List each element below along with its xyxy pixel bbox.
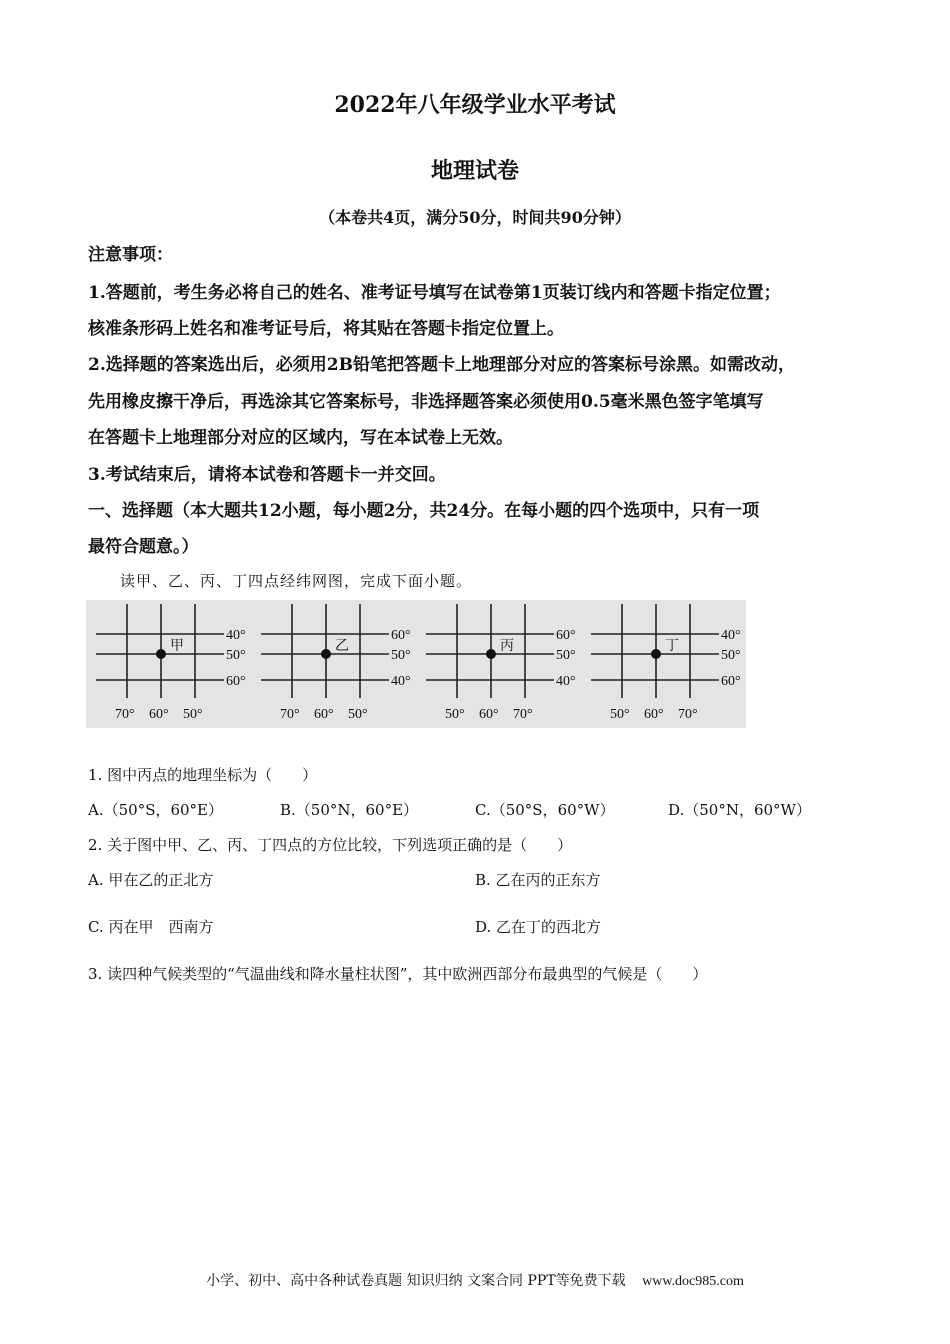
latitude-label: 60° [556, 628, 576, 643]
latitude-label: 50° [556, 648, 576, 663]
latitude-label: 50° [226, 648, 246, 663]
question-1-option-a[interactable]: A.（50°S，60°E） [88, 801, 224, 819]
longitude-label: 60° [479, 707, 499, 722]
longitude-label: 60° [314, 707, 334, 722]
question-1-option-c[interactable]: C.（50°S，60°W） [475, 801, 615, 819]
longitude-label: 50° [348, 707, 368, 722]
longitude-label: 50° [183, 707, 203, 722]
question-1-option-b[interactable]: B.（50°N，60°E） [280, 801, 419, 819]
location-point [321, 649, 331, 659]
question-1-option-d[interactable]: D.（50°N，60°W） [668, 801, 811, 819]
question-1-stem: 1. 图中丙点的地理坐标为（ ） [88, 766, 318, 784]
point-label: 丁 [665, 638, 679, 654]
longitude-label: 70° [280, 707, 300, 722]
location-point [651, 649, 661, 659]
figure-instruction: 读甲、乙、丙、丁四点经纬网图，完成下面小题。 [120, 572, 473, 590]
footer-website: www.doc985.com [642, 1274, 744, 1289]
latitude-label: 50° [391, 648, 411, 663]
notice-heading: 注意事项： [88, 245, 173, 265]
notice-line-6: 3.考试结束后，请将本试卷和答题卡一并交回。 [88, 465, 446, 485]
page-footer [0, 1270, 950, 1290]
location-point [156, 649, 166, 659]
longitude-label: 70° [115, 707, 135, 722]
question-3-stem: 3. 读四种气候类型的“气温曲线和降水量柱状图”，其中欧洲西部分布最典型的气候是（ ） [88, 965, 708, 983]
latitude-label: 40° [391, 674, 411, 689]
point-label: 甲 [170, 638, 184, 654]
latitude-label: 40° [556, 674, 576, 689]
point-label: 丙 [500, 638, 514, 654]
longitude-label: 50° [610, 707, 630, 722]
latitude-label: 40° [226, 628, 246, 643]
question-2-option-c[interactable]: C. 丙在甲 西南方 [88, 918, 214, 936]
exam-info: （本卷共4页，满分50分，时间共90分钟） [319, 208, 631, 227]
longitude-label: 70° [678, 707, 698, 722]
graticule-figure-svg [86, 600, 746, 728]
notice-line-4: 先用橡皮擦干净后，再选涂其它答案标号，非选择题答案必须使用0.5毫米黑色签字笔填写 [88, 392, 764, 412]
question-2-option-b[interactable]: B. 乙在丙的正东方 [475, 871, 601, 889]
subject-title: 地理试卷 [430, 158, 519, 184]
location-point [486, 649, 496, 659]
notice-line-2: 核准条形码上姓名和准考证号后，将其贴在答题卡指定位置上。 [88, 319, 564, 339]
section-heading-line-1: 一、选择题（本大题共12小题，每小题2分，共24分。在每小题的四个选项中，只有一项 [88, 501, 760, 521]
footer-slogan: 小学、初中、高中各种试卷真题 知识归纳 文案合同 PPT等免费下载 [206, 1273, 626, 1289]
latitude-label: 40° [721, 628, 741, 643]
latitude-label: 50° [721, 648, 741, 663]
longitude-label: 70° [513, 707, 533, 722]
latitude-label: 60° [391, 628, 411, 643]
latitude-label: 60° [721, 674, 741, 689]
notice-line-3: 2.选择题的答案选出后，必须用2B铅笔把答题卡上地理部分对应的答案标号涂黑。如需改动， [88, 355, 795, 375]
question-2-option-d[interactable]: D. 乙在丁的西北方 [475, 918, 602, 936]
question-2-stem: 2. 关于图中甲、乙、丙、丁四点的方位比较，下列选项正确的是（ ） [88, 836, 573, 854]
latitude-label: 60° [226, 674, 246, 689]
longitude-label: 60° [149, 707, 169, 722]
graticule-figure [86, 600, 746, 728]
exam-title: 2022年八年级学业水平考试 [334, 92, 616, 118]
notice-line-5: 在答题卡上地理部分对应的区域内，写在本试卷上无效。 [88, 428, 513, 448]
point-label: 乙 [335, 638, 349, 654]
longitude-label: 60° [644, 707, 664, 722]
section-heading-line-2: 最符合题意。） [88, 537, 199, 557]
question-2-option-a[interactable]: A. 甲在乙的正北方 [88, 871, 214, 889]
longitude-label: 50° [445, 707, 465, 722]
notice-line-1: 1.答题前，考生务必将自己的姓名、准考证号填写在试卷第1页装订线内和答题卡指定位置； [88, 283, 781, 303]
